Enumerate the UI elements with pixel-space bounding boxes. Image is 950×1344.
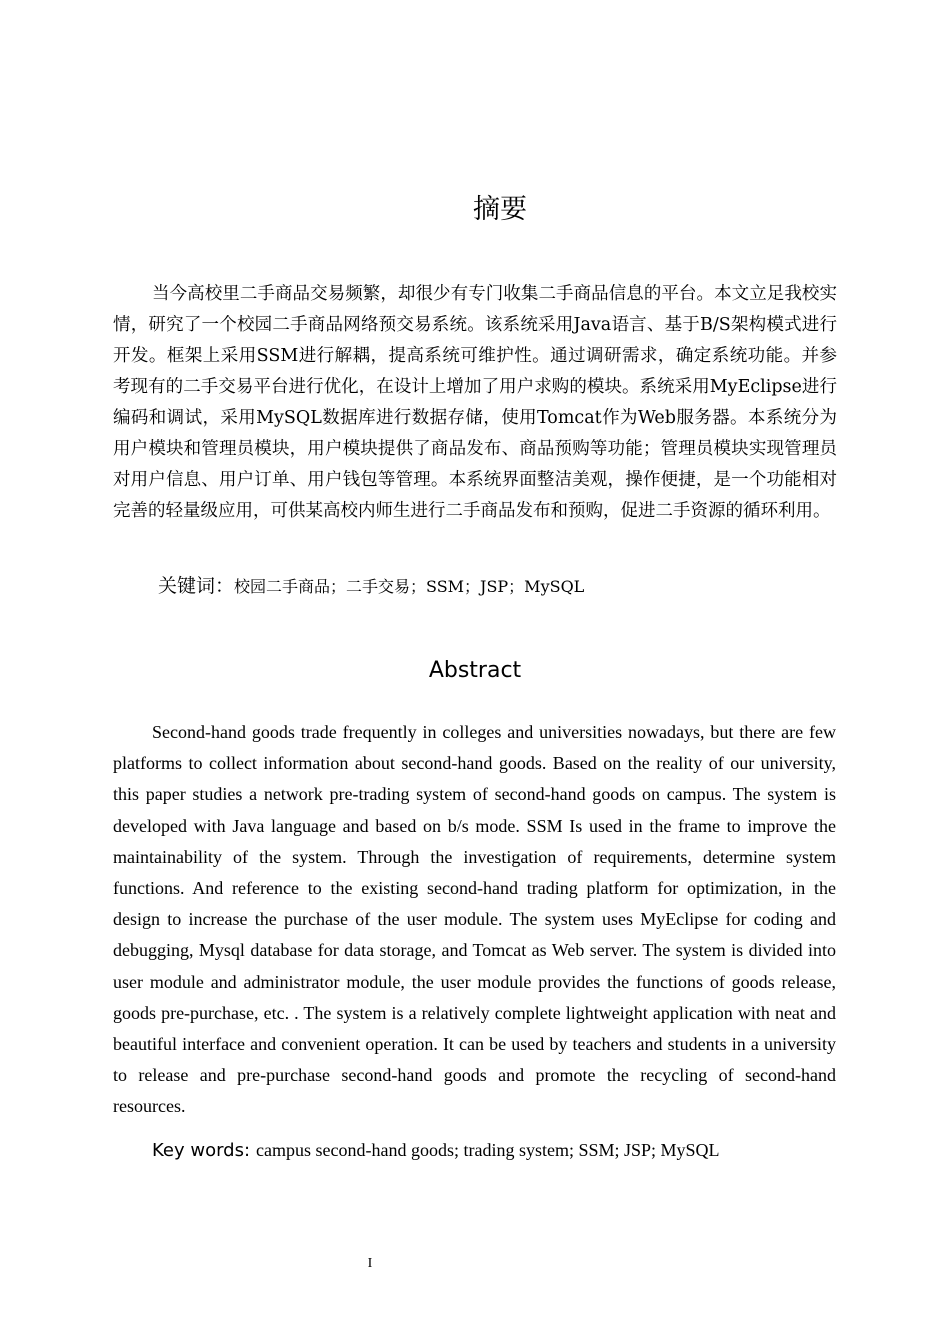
english-abstract-title: Abstract bbox=[428, 658, 522, 683]
page-number: I bbox=[367, 1256, 373, 1271]
chinese-abstract-body: 当今高校里二手商品交易频繁，却很少有专门收集二手商品信息的平台。本文立足我校实情，研究了一个校园二手商品网络预交易系统。该系统采用Java语言、基于B/S架构模式进行开发。框架上采用SSM进行解耦，提高系统可维护性。通过调研需求，确定系统功能。并参考现有的二手交易平台进行优化，在设计上增加了用户求购的模块。系统采用MyEclipse进行编码和调试，采用MySQL数据库进行数据存储，使用Tomcat作为Web服务器。本系统分为用户模块和管理员模块，用户模块提供了商品发布、商品预购等功能；管理员模块实现管理员对用户信息、用户订单、用户钱包等管理。本系统界面整洁美观，操作便捷，是一个功能相对完善的轻量级应用，可供某高校内师生进行二手商品发布和预购，促进二手资源的循环利用。 bbox=[113, 284, 837, 521]
english-keywords-label: Key words: bbox=[152, 1140, 251, 1161]
chinese-keywords-line bbox=[158, 571, 858, 602]
chinese-keywords-label: 关键词： bbox=[158, 575, 235, 597]
english-keywords-line bbox=[152, 1135, 852, 1166]
chinese-abstract-title: 摘要 bbox=[473, 194, 527, 225]
chinese-keywords-text: 校园二手商品；二手交易；SSM；JSP；MySQL bbox=[234, 577, 585, 596]
english-abstract-body: Second-hand goods trade frequently in colleges and universities nowadays, but there are few platforms to collect information about second-hand goods. Based on the reality of our university, this paper studies a network pre-trading system of second-hand goods on campus. The system is developed with Java language and based on b/s mode. SSM Is used in the frame to improve the maintainability of the system. Through the investigation of requirements, determine system functions. And reference to the existing second-hand trading platform for optimization, in the design to increase the purchase of the user module. The system uses MyEclipse for coding and debugging, Mysql database for data storage, and Tomcat as Web server. The system is divided into user module and administrator module, the user module provides the functions of goods release, goods pre-purchase, etc. . The system is a relatively complete lightweight application with neat and beautiful interface and convenient operation. It can be used by teachers and students in a university to release and pre-purchase second-hand goods and promote the recycling of second-hand resources. bbox=[113, 722, 836, 1117]
english-keywords-text: campus second-hand goods; trading system; SSM; JSP; MySQL bbox=[256, 1140, 720, 1160]
